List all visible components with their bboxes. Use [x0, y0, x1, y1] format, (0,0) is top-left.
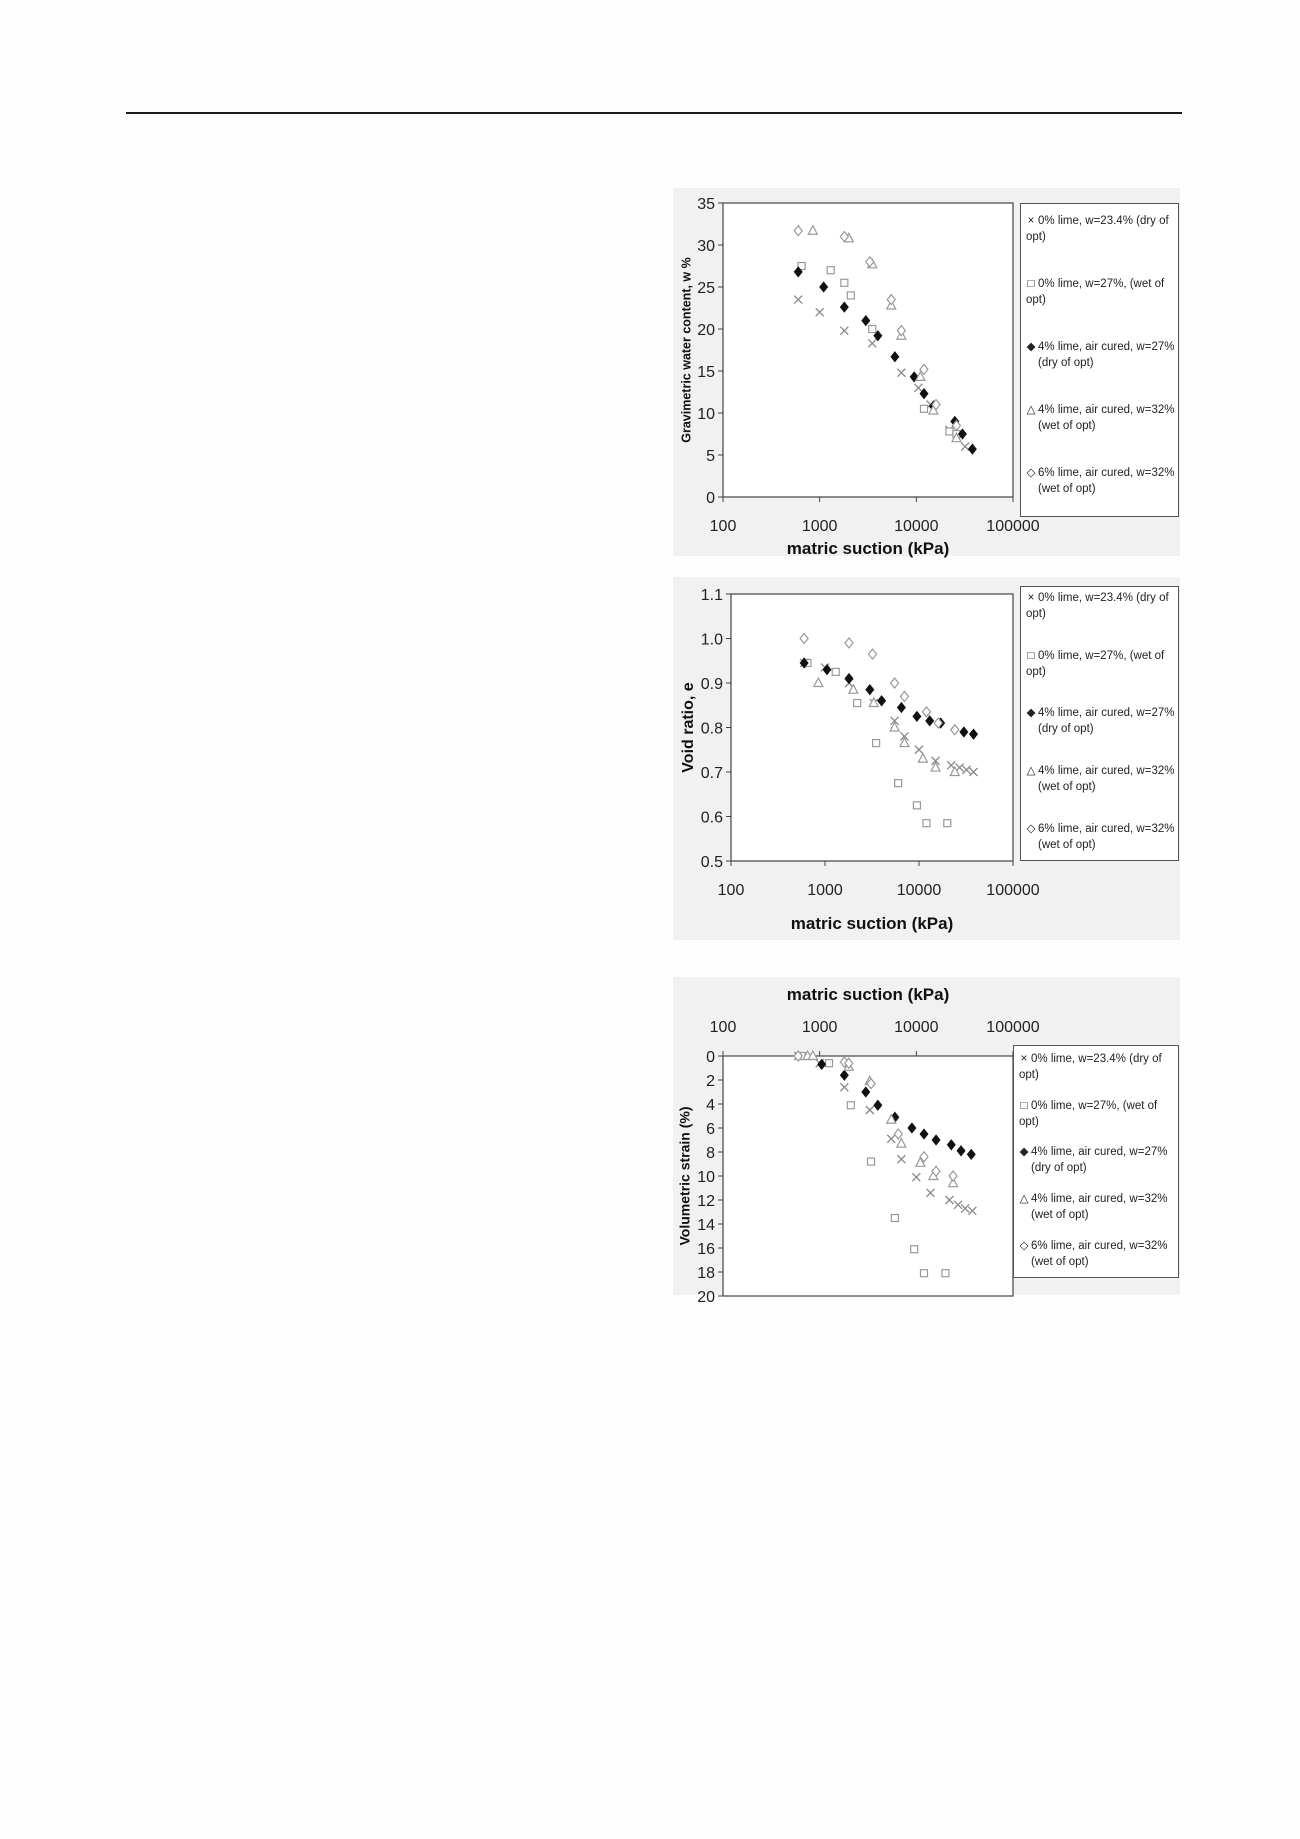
- y-axis-label: Void ratio, e: [680, 682, 698, 773]
- y-tick-label: 18: [697, 1265, 715, 1282]
- y-tick-label: 20: [697, 322, 715, 339]
- y-tick-label: 6: [706, 1121, 715, 1138]
- x-tick-label: 1000: [801, 1019, 838, 1036]
- legend-item: △ 4% lime, air cured, w=32% (wet of opt): [1026, 765, 1175, 793]
- y-tick-label: 30: [697, 238, 715, 255]
- y-tick-label: 25: [697, 280, 715, 297]
- y-tick-label: 10: [697, 406, 715, 423]
- legend-item: × 0% lime, w=23.4% (dry of opt): [1019, 1053, 1162, 1081]
- y-tick-label: 1.0: [700, 631, 723, 649]
- y-tick-label: 10: [697, 1169, 715, 1186]
- chart-volumetric-strain: [673, 977, 1180, 1306]
- y-tick-label: 0: [706, 1049, 715, 1066]
- y-tick-label: 2: [706, 1073, 715, 1090]
- x-tick-label: 100: [709, 518, 737, 535]
- data-point: [826, 1060, 833, 1067]
- x-axis-label: matric suction (kPa): [790, 914, 954, 933]
- data-point: [854, 700, 861, 707]
- y-axis-label: Volumetric strain (%): [676, 1106, 693, 1246]
- legend-item: □ 0% lime, w=27%, (wet of opt): [1026, 278, 1165, 306]
- legend-item: □ 0% lime, w=27%, (wet of opt): [1019, 1100, 1158, 1128]
- y-axis-label: Gravimetric water content, w %: [679, 257, 694, 443]
- data-point: [913, 802, 920, 809]
- plot-area: [723, 203, 1013, 497]
- data-point: [946, 428, 953, 435]
- x-tick-label: 100000: [986, 518, 1040, 535]
- data-point: [869, 326, 876, 333]
- chart-void-ratio-legend: [1020, 586, 1179, 861]
- legend-item: ◇ 6% lime, air cured, w=32% (wet of opt): [1026, 467, 1175, 495]
- y-tick-label: 5: [706, 448, 715, 465]
- data-point: [841, 279, 848, 286]
- legend-item: ◆ 4% lime, air cured, w=27% (dry of opt): [1026, 707, 1175, 735]
- legend-item: □ 0% lime, w=27%, (wet of opt): [1026, 650, 1165, 678]
- data-point: [920, 405, 927, 412]
- y-tick-label: 8: [706, 1145, 715, 1162]
- legend-item: △ 4% lime, air cured, w=32% (wet of opt): [1026, 404, 1175, 432]
- legend-item: ◇ 6% lime, air cured, w=32% (wet of opt): [1026, 823, 1175, 851]
- y-tick-label: 0: [706, 490, 715, 507]
- data-point: [923, 820, 930, 827]
- x-tick-label: 1000: [807, 882, 843, 899]
- data-point: [827, 267, 834, 274]
- y-tick-label: 0.6: [700, 809, 723, 827]
- y-tick-label: 1.1: [700, 587, 723, 604]
- data-point: [895, 780, 902, 787]
- legend-item: ◆ 4% lime, air cured, w=27% (dry of opt): [1019, 1146, 1168, 1174]
- y-tick-label: 35: [697, 196, 715, 213]
- legend-item: × 0% lime, w=23.4% (dry of opt): [1026, 592, 1169, 620]
- y-tick-label: 20: [697, 1289, 715, 1306]
- data-point: [942, 1270, 949, 1277]
- data-point: [832, 668, 839, 675]
- header-rule: [126, 112, 1182, 114]
- y-tick-label: 15: [697, 364, 715, 381]
- data-point: [847, 292, 854, 299]
- y-tick-label: 0.7: [700, 765, 723, 782]
- x-tick-label: 10000: [894, 1019, 939, 1036]
- chart-void-ratio: [673, 577, 1180, 940]
- legend-item: ◆ 4% lime, air cured, w=27% (dry of opt): [1026, 341, 1175, 369]
- y-tick-label: 14: [697, 1217, 715, 1234]
- y-tick-label: 0.5: [700, 854, 723, 871]
- data-point: [873, 740, 880, 747]
- data-point: [920, 1270, 927, 1277]
- x-tick-label: 100000: [986, 1019, 1040, 1036]
- chart-volumetric-strain-legend: [1013, 1045, 1179, 1278]
- data-point: [868, 1158, 875, 1165]
- x-tick-label: 10000: [896, 882, 942, 899]
- x-tick-label: 100: [709, 1019, 737, 1036]
- y-tick-label: 12: [697, 1193, 715, 1210]
- data-point: [911, 1246, 918, 1253]
- data-point: [944, 820, 951, 827]
- x-tick-label: 10000: [894, 518, 939, 535]
- x-tick-label: 1000: [801, 518, 838, 535]
- y-tick-label: 4: [706, 1097, 715, 1114]
- chart-water-content: [673, 188, 1180, 556]
- y-tick-label: 16: [697, 1241, 715, 1258]
- chart-water-content-legend: [1020, 203, 1179, 517]
- data-point: [891, 1215, 898, 1222]
- data-point: [847, 1102, 854, 1109]
- legend-item: △ 4% lime, air cured, w=32% (wet of opt): [1019, 1193, 1168, 1221]
- y-tick-label: 0.8: [700, 720, 723, 738]
- plot-area: [731, 594, 1013, 861]
- y-tick-label: 0.9: [700, 676, 723, 693]
- legend-item: × 0% lime, w=23.4% (dry of opt): [1026, 215, 1169, 243]
- x-axis-label: matric suction (kPa): [786, 539, 950, 558]
- x-axis-label: matric suction (kPa): [786, 985, 950, 1004]
- x-tick-label: 100: [717, 882, 745, 899]
- x-tick-label: 100000: [986, 882, 1040, 899]
- legend-item: ◇ 6% lime, air cured, w=32% (wet of opt): [1019, 1240, 1168, 1268]
